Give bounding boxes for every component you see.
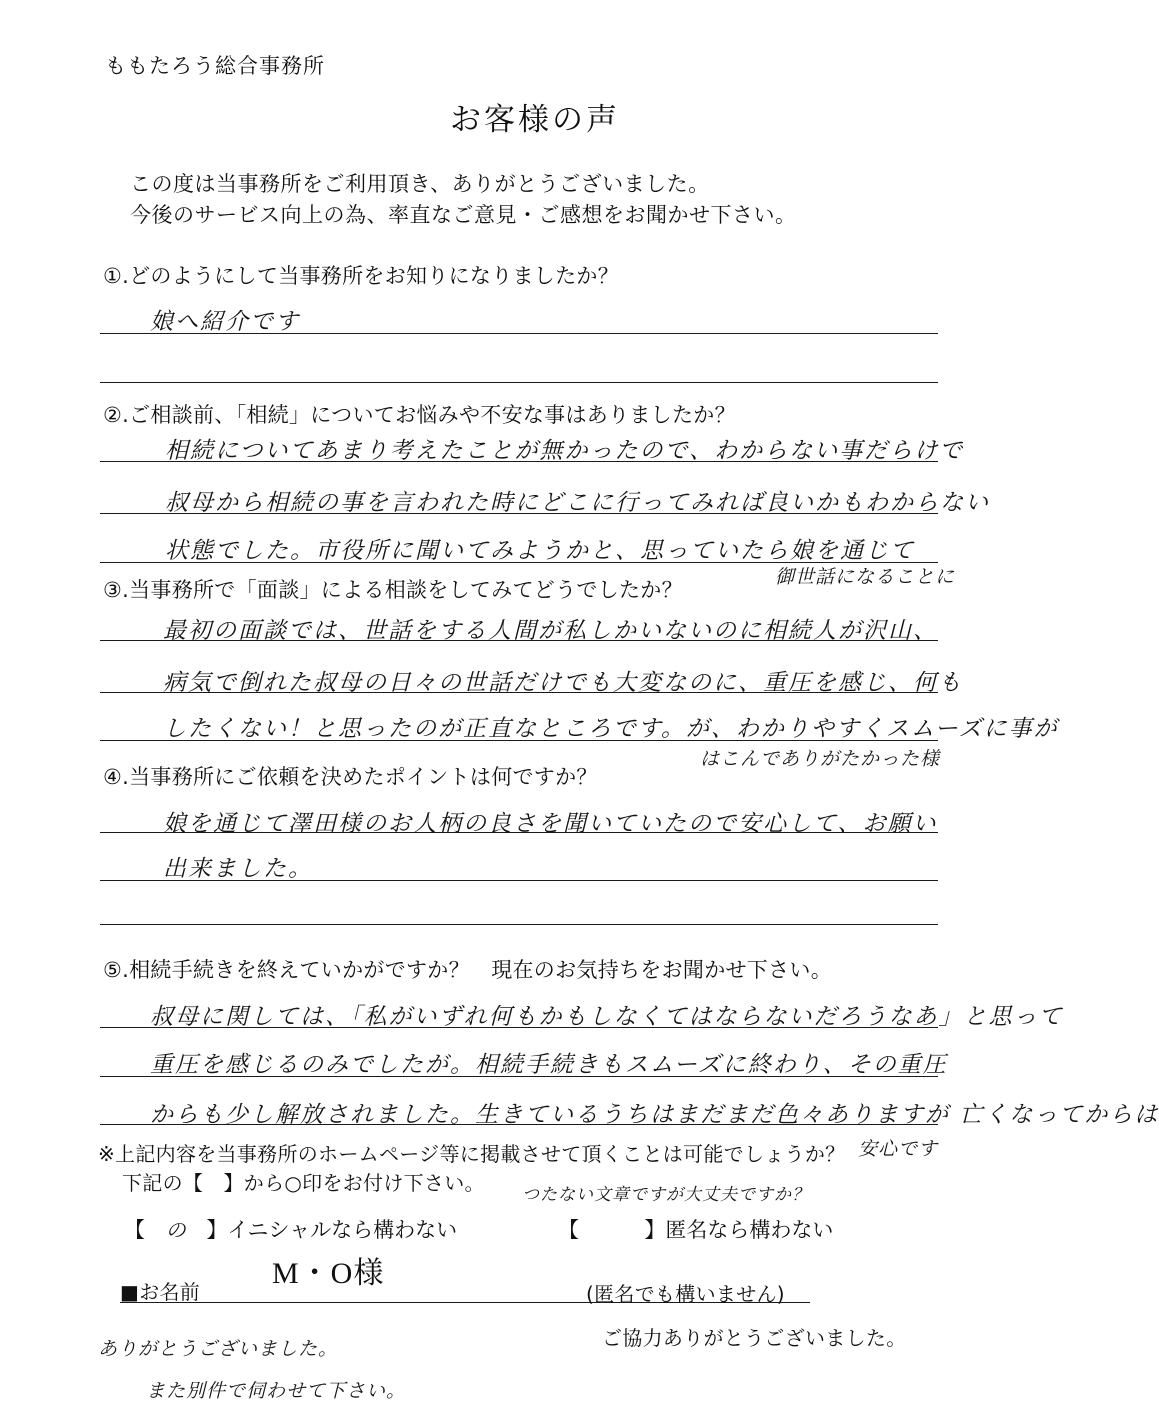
option-anonymous[interactable] — [558, 1214, 833, 1244]
answer-line — [100, 1027, 938, 1028]
organization-name: ももたろう総合事務所 — [105, 54, 325, 78]
name-underline — [120, 1302, 810, 1303]
answer-line — [100, 924, 938, 925]
page-title: お客様の声 — [450, 102, 620, 138]
answer-line — [100, 382, 938, 383]
option-initial-mark: の — [165, 1218, 186, 1242]
question-5-answer-2: 重圧を感じるのみでしたが。相続手続きもスムーズに終わり、その重圧 — [150, 1052, 948, 1078]
answer-line — [100, 333, 938, 334]
option-anonymous-label: 】匿名なら構わない — [644, 1218, 834, 1242]
question-1-answer-1: 娘へ紹介です — [150, 309, 300, 335]
question-3-answer-2: 病気で倒れた叔母の日々の世話だけでも大変なのに、重圧を感じ、何も — [163, 670, 963, 696]
intro-line-1: この度は当事務所をご利用頂き、ありがとうございました。 — [130, 172, 710, 196]
answer-line — [100, 692, 938, 693]
closing-handwritten-line-1: ありがとうございました。 — [98, 1338, 339, 1360]
answer-line — [100, 1076, 938, 1077]
name-label: ■お名前 — [120, 1280, 201, 1304]
answer-line — [100, 640, 938, 641]
consent-question: ※上記内容を当事務所のホームページ等に掲載させて頂くことは可能でしょうか？ — [98, 1142, 846, 1166]
answer-line — [100, 880, 938, 881]
consent-handwritten-note-1: 安心です — [858, 1138, 939, 1160]
question-3-answer-1: 最初の面談では、世話をする人間が私しかいないのに相続人が沢山、 — [163, 618, 938, 644]
consent-handwritten-note-2: つたない文章ですが大丈夫ですか？ — [522, 1185, 810, 1205]
closing-thanks: ご協力ありがとうございました。 — [602, 1326, 907, 1350]
option-initial-bracket: 【 — [124, 1218, 145, 1242]
question-1-label: ①.どのようにして当事務所をお知りになりましたか？ — [103, 264, 619, 288]
question-3-answer-3: したくない！と思ったのが正直なところです。が、わかりやすくスムーズに事が — [163, 716, 1059, 742]
question-3-answer-4: はこんでありがたかった様 — [700, 748, 941, 770]
option-initial[interactable] — [124, 1214, 457, 1244]
answer-line — [100, 832, 938, 833]
question-4-label: ④.当事務所にご依頼を決めたポイントは何ですか？ — [103, 765, 598, 789]
question-2-answer-3: 状態でした。市役所に聞いてみようかと、思っていたら娘を通じて — [165, 538, 915, 564]
question-5-answer-3: からも少し解放されました。生きているうちはまだまだ色々ありますが 亡くなってからは — [150, 1102, 1159, 1128]
question-3-label: ③.当事務所で「面談」による相談をしてみてどうでしたか？ — [103, 578, 683, 602]
answer-line — [100, 1124, 938, 1125]
question-4-answer-2: 出来ました。 — [163, 856, 313, 882]
name-value: M・O様 — [272, 1257, 385, 1290]
question-5-label: ⑤.相続手続きを終えていかがですか？ 現在のお気持ちをお聞かせ下さい。 — [103, 958, 832, 982]
option-initial-label: 】イニシャルなら構わない — [206, 1218, 458, 1242]
option-anonymous-bracket: 【 — [558, 1218, 579, 1242]
answer-line — [100, 740, 938, 741]
answer-line — [100, 513, 938, 514]
question-2-answer-4: 御世話になることに — [775, 566, 956, 588]
question-2-answer-2: 叔母から相続の事を言われた時にどこに行ってみれば良いかもわからない — [165, 490, 990, 516]
question-2-answer-1: 相続についてあまり考えたことが無かったので、わからない事だらけで — [165, 438, 965, 464]
answer-line — [100, 461, 938, 462]
intro-line-2: 今後のサービス向上の為、率直なご意見・ご感想をお聞かせ下さい。 — [130, 203, 797, 227]
closing-handwritten-line-2: また別件で伺わせて下さい。 — [146, 1380, 407, 1402]
question-4-answer-1: 娘を通じて澤田様のお人柄の良さを聞いていたので安心して、お願い — [163, 811, 938, 837]
question-2-label: ②.ご相談前、「相続」についてお悩みや不安な事はありましたか？ — [103, 403, 736, 427]
question-5-answer-1: 叔母に関しては、「私がいずれ何もかもしなくてはならないだろうなあ」と思って — [150, 1004, 1064, 1030]
consent-instruction: 下記の【 】から○印をお付け下さい。 — [122, 1171, 485, 1195]
name-note: (匿名でも構いません) — [586, 1282, 785, 1306]
